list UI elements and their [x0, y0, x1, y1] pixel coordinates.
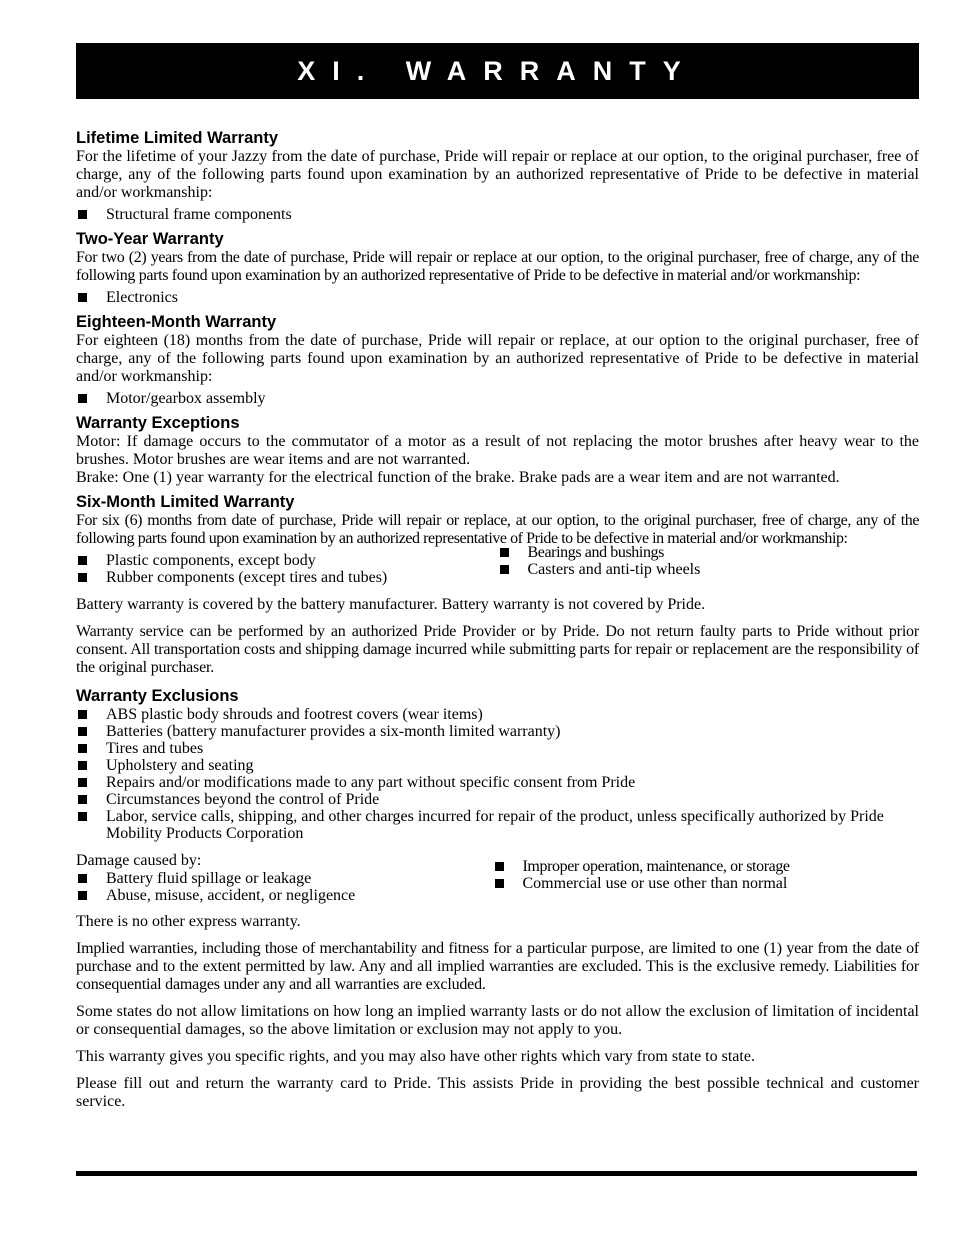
list-item: Abuse, misuse, accident, or negligence	[76, 887, 503, 904]
damage-intro: Damage caused by:	[76, 852, 202, 869]
six-month-warranty-section	[76, 493, 919, 586]
list-item: ABS plastic body shrouds and footrest covers (wear items)	[76, 706, 919, 723]
list-item: Rubber components (except tires and tubes)	[76, 569, 498, 586]
exceptions-heading: Warranty Exceptions	[76, 414, 240, 432]
eighteen-month-heading: Eighteen-Month Warranty	[76, 313, 277, 331]
list-item: Commercial use or use other than normal	[493, 875, 920, 892]
list-item: Motor/gearbox assembly	[76, 390, 919, 408]
square-bullet-icon	[78, 874, 87, 883]
square-bullet-icon	[78, 744, 87, 753]
list-item: Casters and anti-tip wheels	[498, 561, 920, 578]
square-bullet-icon	[500, 565, 509, 574]
square-bullet-icon	[78, 761, 87, 770]
square-bullet-icon	[78, 394, 87, 403]
implied-warranties-text: Implied warranties, including those of merchantability and fitness for a particular purpose, are limited to one (1) year from the date of purchase and to the extent permitted by law. Any and all implied warranties are excluded. This is the exclusive remedy. Liabilities for consequential damages under any and all warranties are excluded.	[76, 940, 919, 993]
warranty-content	[76, 99, 919, 1111]
list-item: Structural frame components	[76, 206, 919, 224]
square-bullet-icon	[78, 556, 87, 565]
square-bullet-icon	[78, 778, 87, 787]
square-bullet-icon	[78, 293, 87, 302]
battery-warranty-text: Battery warranty is covered by the battery manufacturer. Battery warranty is not covered by Pride.	[76, 596, 706, 613]
square-bullet-icon	[78, 795, 87, 804]
list-item: Improper operation, maintenance, or storage	[493, 858, 920, 875]
damage-section	[76, 852, 919, 904]
list-item: Circumstances beyond the control of Pride	[76, 791, 919, 808]
lifetime-heading: Lifetime Limited Warranty	[76, 129, 279, 147]
square-bullet-icon	[78, 812, 87, 821]
two-year-list	[76, 289, 919, 307]
state-limitations-text: Some states do not allow limitations on how long an implied warranty lasts or do not allow the exclusion of limitation of incidental or consequential damages, so the above limitation or exclusion may not apply to you.	[76, 1003, 919, 1038]
warranty-exclusions-section	[76, 687, 919, 842]
six-month-right-column	[498, 544, 920, 586]
eighteen-month-warranty-section	[76, 313, 919, 408]
eighteen-month-list	[76, 390, 919, 408]
lifetime-list	[76, 206, 919, 224]
square-bullet-icon	[78, 891, 87, 900]
list-item: Electronics	[76, 289, 919, 307]
square-bullet-icon	[78, 210, 87, 219]
exceptions-motor-text: Motor: If damage occurs to the commutator of a motor as a result of not replacing the motor brushes after heavy wear to the brushes. Motor brushes are wear items and are not warranted.	[76, 433, 919, 468]
two-year-text: For two (2) years from the date of purchase, Pride will repair or replace at our option, to the original purchaser, free of charge, any of the following parts found upon examination by an authorized representative of Pride to be defective in material and/or workmanship:	[76, 249, 919, 284]
six-month-lists	[76, 544, 919, 586]
square-bullet-icon	[495, 879, 504, 888]
two-year-heading: Two-Year Warranty	[76, 230, 224, 248]
exceptions-brake-text: Brake: One (1) year warranty for the electrical function of the brake. Brake pads are a wear item and are not warranted.	[76, 469, 840, 486]
list-item: Batteries (battery manufacturer provides a six-month limited warranty)	[76, 723, 919, 740]
square-bullet-icon	[78, 727, 87, 736]
section-title-banner	[76, 43, 919, 99]
warranty-card-text: Please fill out and return the warranty card to Pride. This assists Pride in providing the best possible technical and customer service.	[76, 1075, 919, 1110]
list-item: Plastic components, except body	[76, 552, 498, 569]
warranty-exceptions-section	[76, 414, 919, 487]
bottom-rule	[76, 1171, 917, 1176]
exclusions-list	[76, 706, 919, 842]
eighteen-month-text: For eighteen (18) months from the date of purchase, Pride will repair or replace, at our option to the original purchaser, free of charge, any of the following parts found upon examination by an authorized representative of Pride to be defective in material and/or workmanship:	[76, 332, 919, 385]
six-month-heading: Six-Month Limited Warranty	[76, 493, 295, 511]
specific-rights-text: This warranty gives you specific rights, and you may also have other rights which vary from state to state.	[76, 1048, 755, 1065]
list-item: Labor, service calls, shipping, and other charges incurred for repair of the product, unless specifically authorized by Pride Mobility Products Corporation	[76, 808, 919, 842]
damage-right-column	[493, 858, 920, 904]
lifetime-warranty-section	[76, 129, 919, 224]
six-month-text: For six (6) months from date of purchase, Pride will repair or replace, at our option, to the original purchaser, free of charge, any of the following parts found upon examination by an authorized representative of Pride to be defective in material and/or workmanship:	[76, 512, 919, 547]
list-item: Repairs and/or modifications made to any part without specific consent from Pride	[76, 774, 919, 791]
section-title: XI. WARRANTY	[297, 55, 698, 86]
square-bullet-icon	[78, 710, 87, 719]
exclusions-heading: Warranty Exclusions	[76, 687, 239, 705]
list-item: Tires and tubes	[76, 740, 919, 757]
list-item: Upholstery and seating	[76, 757, 919, 774]
lifetime-text: For the lifetime of your Jazzy from the date of purchase, Pride will repair or replace at our option, to the original purchaser, free of charge, any of the following parts found upon examination by an authorized representative of Pride to be defective in material and/or workmanship:	[76, 148, 919, 201]
list-item: Bearings and bushings	[498, 544, 920, 561]
square-bullet-icon	[78, 573, 87, 582]
list-item: Battery fluid spillage or leakage	[76, 870, 503, 887]
square-bullet-icon	[495, 862, 504, 871]
damage-left-column	[76, 870, 503, 904]
six-month-left-column	[76, 552, 498, 586]
warranty-service-text: Warranty service can be performed by an authorized Pride Provider or by Pride. Do not return faulty parts to Pride without prior consent. All transportation costs and shipping damage incurred while submitting parts for repair or replacement are the responsibility of the original purchaser.	[76, 623, 919, 676]
two-year-warranty-section	[76, 230, 919, 307]
square-bullet-icon	[500, 548, 509, 557]
warranty-page	[76, 43, 919, 1111]
no-other-warranty-text: There is no other express warranty.	[76, 913, 301, 930]
